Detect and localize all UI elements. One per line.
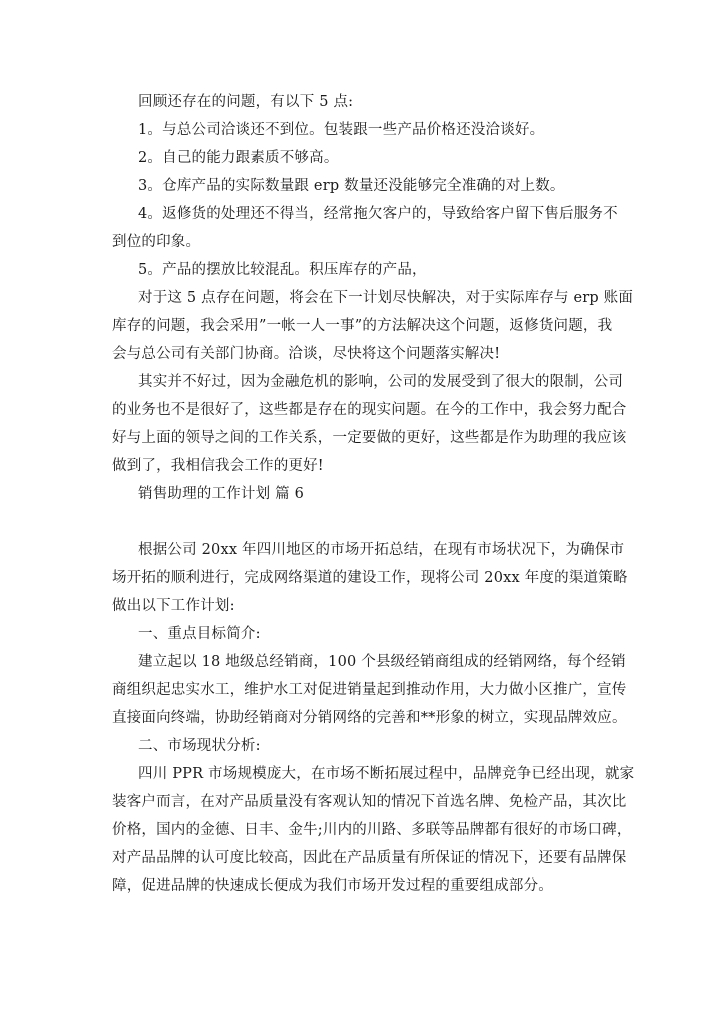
text-line: 商组织起忠实水工，维护水工对促进销量起到推动作用，大力做小区推广，宣传 bbox=[112, 682, 627, 698]
text-line: 其实并不好过，因为金融危机的影响，公司的发展受到了很大的限制，公司 bbox=[138, 374, 624, 390]
text-line: 根据公司 20xx 年四川地区的市场开拓总结，在现有市场状况下，为确保市 bbox=[138, 542, 625, 558]
text-line: 装客户而言，在对产品质量没有客观认知的情况下首选名牌、免检产品，其次比 bbox=[112, 794, 627, 810]
text-line: 4。返修货的处理还不得当，经常拖欠客户的，导致给客户留下售后服务不 bbox=[138, 206, 618, 222]
text-line: 的业务也不是很好了，这些都是存在的现实问题。在今的工作中，我会努力配合 bbox=[112, 402, 627, 418]
text-line: 3。仓库产品的实际数量跟 erp 数量还没能够完全准确的对上数。 bbox=[138, 178, 565, 194]
text-line: 四川 PPR 市场规模庞大，在市场不断拓展过程中，品牌竞争已经出现，就家 bbox=[138, 766, 635, 782]
subheading: 一、重点目标简介: bbox=[138, 626, 261, 642]
text-line: 场开拓的顺利进行，完成网络渠道的建设工作，现将公司 20xx 年度的渠道策略 bbox=[112, 570, 628, 586]
text-line: 直接面向终端，协助经销商对分销网络的完善和**形象的树立，实现品牌效应。 bbox=[112, 710, 627, 726]
text-line: 障，促进品牌的快速成长便成为我们市场开发过程的重要组成部分。 bbox=[112, 878, 553, 894]
text-line: 到位的印象。 bbox=[112, 234, 201, 250]
text-line: 建立起以 18 地级总经销商，100 个县级经销商组成的经销网络，每个经销 bbox=[138, 654, 626, 670]
text-line: 对产品品牌的认可度比较高，因此在产品质量有所保证的情况下，还要有品牌保 bbox=[112, 850, 627, 866]
subheading: 二、市场现状分析: bbox=[138, 738, 261, 754]
text-line: 会与总公司有关部门协商。洽谈，尽快将这个问题落实解决! bbox=[112, 346, 501, 362]
text-line: 价格，国内的金德、日丰、金牛;川内的川路、多联等品牌都有很好的市场口碑， bbox=[112, 822, 632, 838]
text-line: 5。产品的摆放比较混乱。积压库存的产品， bbox=[138, 262, 427, 278]
section-heading: 销售助理的工作计划 篇 6 bbox=[138, 486, 305, 502]
text-line: 好与上面的领导之间的工作关系，一定要做的更好，这些都是作为助理的我应该 bbox=[112, 430, 627, 446]
text-line: 2。自己的能力跟素质不够高。 bbox=[138, 150, 339, 166]
text-line: 1。与总公司洽谈还不到位。包装跟一些产品价格还没洽谈好。 bbox=[138, 122, 545, 138]
text-line: 做到了，我相信我会工作的更好! bbox=[112, 458, 324, 474]
text-line: 回顾还存在的问题，有以下 5 点: bbox=[138, 94, 354, 110]
text-line: 做出以下工作计划: bbox=[112, 598, 235, 614]
text-line: 库存的问题，我会采用”一帐一人一事”的方法解决这个问题，返修货问题，我 bbox=[112, 318, 613, 334]
text-line: 对于这 5 点存在问题，将会在下一计划尽快解决，对于实际库存与 erp 账面 bbox=[138, 290, 634, 306]
